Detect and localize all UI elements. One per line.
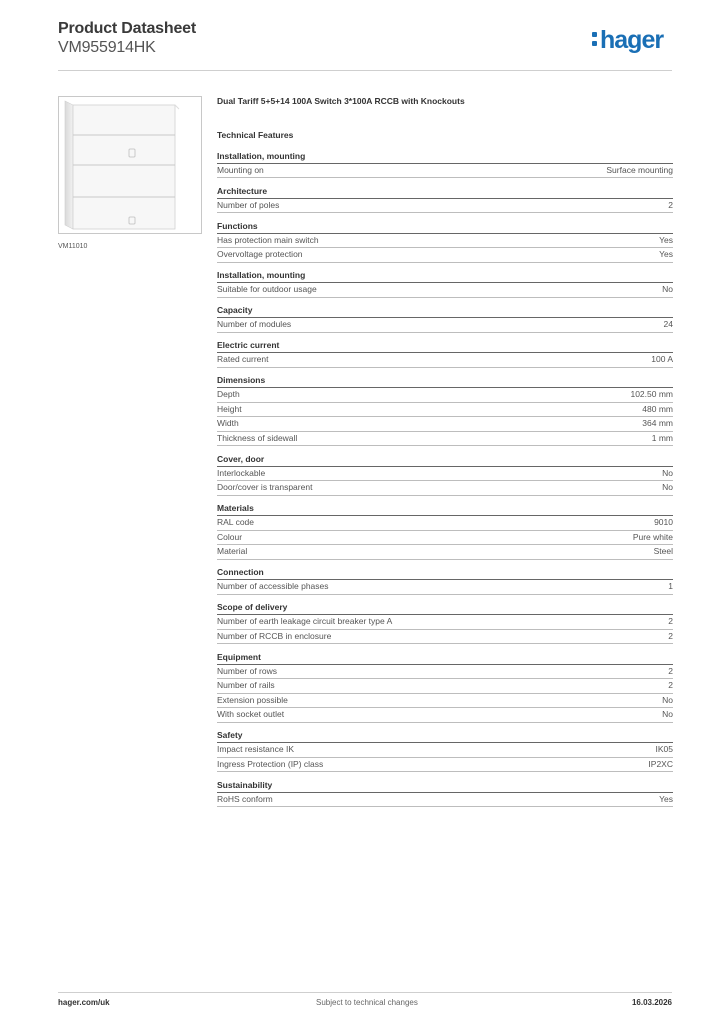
spec-row — [217, 580, 673, 595]
spec-row — [217, 403, 673, 418]
spec-row — [217, 545, 673, 560]
spec-section — [217, 185, 673, 214]
hager-logo — [592, 26, 663, 55]
section-title: Capacity — [217, 304, 673, 318]
spec-row — [217, 234, 673, 249]
spec-row — [217, 665, 673, 680]
spec-value: 1 — [668, 581, 673, 591]
spec-row — [217, 353, 673, 368]
spec-section — [217, 339, 673, 368]
spec-value: Surface mounting — [606, 164, 673, 175]
spec-value: 2 — [668, 680, 673, 690]
spec-section — [217, 779, 673, 808]
spec-label: Rated current — [217, 354, 269, 364]
spec-section — [217, 601, 673, 644]
spec-row — [217, 388, 673, 403]
section-title: Connection — [217, 566, 673, 580]
spec-row — [217, 793, 673, 808]
spec-label: Interlockable — [217, 467, 266, 478]
spec-label: Number of rows — [217, 665, 277, 676]
spec-section — [217, 566, 673, 595]
spec-section — [217, 374, 673, 446]
section-title: Materials — [217, 502, 673, 516]
spec-label: Ingress Protection (IP) class — [217, 758, 324, 769]
spec-row — [217, 481, 673, 496]
spec-label: Door/cover is transparent — [217, 482, 313, 492]
section-title: Equipment — [217, 651, 673, 665]
section-title: Sustainability — [217, 779, 673, 793]
spec-label: With socket outlet — [217, 709, 285, 719]
product-name: Dual Tariff 5+5+14 100A Switch 3*100A RCCB with Knockouts — [217, 96, 465, 106]
image-caption: VM11010 — [58, 243, 88, 250]
spec-row — [217, 531, 673, 546]
spec-row — [217, 417, 673, 432]
spec-section — [217, 651, 673, 723]
spec-value: IP2XC — [648, 758, 673, 769]
spec-value: 24 — [663, 319, 673, 329]
spec-row — [217, 199, 673, 214]
spec-label: Number of accessible phases — [217, 581, 329, 591]
spec-value: No — [662, 284, 673, 294]
footer-notice: Subject to technical changes — [316, 998, 418, 1007]
spec-section — [217, 220, 673, 263]
spec-label: Number of RCCB in enclosure — [217, 630, 332, 641]
spec-value: No — [662, 482, 673, 492]
spec-label: Colour — [217, 531, 243, 542]
spec-value: No — [662, 467, 673, 478]
spec-section — [217, 269, 673, 298]
spec-row — [217, 615, 673, 630]
spec-label: Number of rails — [217, 680, 275, 690]
spec-label: RoHS conform — [217, 793, 273, 804]
spec-value: 1 mm — [651, 432, 673, 443]
logo-text: hager — [600, 26, 664, 54]
section-title: Scope of delivery — [217, 601, 673, 615]
spec-content — [217, 96, 673, 807]
spec-row — [217, 164, 673, 179]
spec-value: No — [662, 709, 673, 719]
spec-value: IK05 — [655, 744, 673, 754]
spec-row — [217, 467, 673, 482]
spec-section — [217, 729, 673, 772]
spec-row — [217, 679, 673, 694]
spec-value: 100 A — [651, 354, 673, 364]
product-code: VM955914HK — [58, 39, 156, 56]
spec-label: Mounting on — [217, 164, 264, 175]
spec-row — [217, 743, 673, 758]
spec-row — [217, 758, 673, 773]
spec-section — [217, 304, 673, 333]
section-title: Architecture — [217, 185, 673, 199]
footer-divider — [58, 992, 672, 993]
spec-section — [217, 453, 673, 496]
technical-features-heading: Technical Features — [217, 130, 294, 140]
section-title: Cover, door — [217, 453, 673, 467]
spec-value: 480 mm — [642, 403, 673, 414]
spec-value: Yes — [659, 249, 673, 259]
spec-label: Thickness of sidewall — [217, 432, 298, 443]
spec-label: Number of poles — [217, 199, 280, 210]
product-image — [58, 96, 202, 234]
logo-dots-icon — [592, 32, 599, 48]
spec-value: 364 mm — [642, 418, 673, 428]
page-title: Product Datasheet — [58, 20, 196, 37]
spec-value: Steel — [653, 546, 673, 556]
spec-value: 2 — [668, 616, 673, 626]
spec-value: 2 — [668, 665, 673, 676]
spec-label: Number of modules — [217, 319, 292, 329]
spec-row — [217, 630, 673, 645]
spec-row — [217, 283, 673, 298]
spec-label: RAL code — [217, 517, 255, 527]
footer-website[interactable]: hager.com/uk — [58, 998, 110, 1007]
spec-section — [217, 502, 673, 560]
header-divider — [58, 70, 672, 71]
spec-value: 102.50 mm — [630, 389, 673, 399]
spec-label: Has protection main switch — [217, 234, 319, 245]
section-title: Electric current — [217, 339, 673, 353]
spec-label: Overvoltage protection — [217, 249, 303, 259]
spec-label: Impact resistance IK — [217, 744, 295, 754]
spec-value: No — [662, 694, 673, 705]
spec-row — [217, 248, 673, 263]
enclosure-illustration — [59, 97, 201, 233]
spec-row — [217, 694, 673, 709]
spec-value: 2 — [668, 630, 673, 641]
spec-label: Suitable for outdoor usage — [217, 284, 317, 294]
spec-value: Yes — [659, 234, 673, 245]
spec-value: Pure white — [632, 531, 673, 542]
spec-section — [217, 150, 673, 179]
spec-label: Width — [217, 418, 239, 428]
footer-date: 16.03.2026 — [631, 998, 672, 1007]
section-title: Installation, mounting — [217, 269, 673, 283]
section-title: Functions — [217, 220, 673, 234]
spec-row — [217, 516, 673, 531]
spec-value: 9010 — [654, 517, 673, 527]
section-title: Installation, mounting — [217, 150, 673, 164]
spec-label: Height — [217, 403, 242, 414]
spec-row — [217, 708, 673, 723]
spec-value: Yes — [659, 793, 673, 804]
section-title: Dimensions — [217, 374, 673, 388]
section-title: Safety — [217, 729, 673, 743]
spec-label: Depth — [217, 389, 240, 399]
spec-label: Number of earth leakage circuit breaker type A — [217, 616, 393, 626]
spec-row — [217, 318, 673, 333]
spec-label: Extension possible — [217, 694, 288, 705]
spec-sections — [217, 150, 673, 808]
spec-row — [217, 432, 673, 447]
spec-label: Material — [217, 546, 248, 556]
spec-value: 2 — [668, 199, 673, 210]
